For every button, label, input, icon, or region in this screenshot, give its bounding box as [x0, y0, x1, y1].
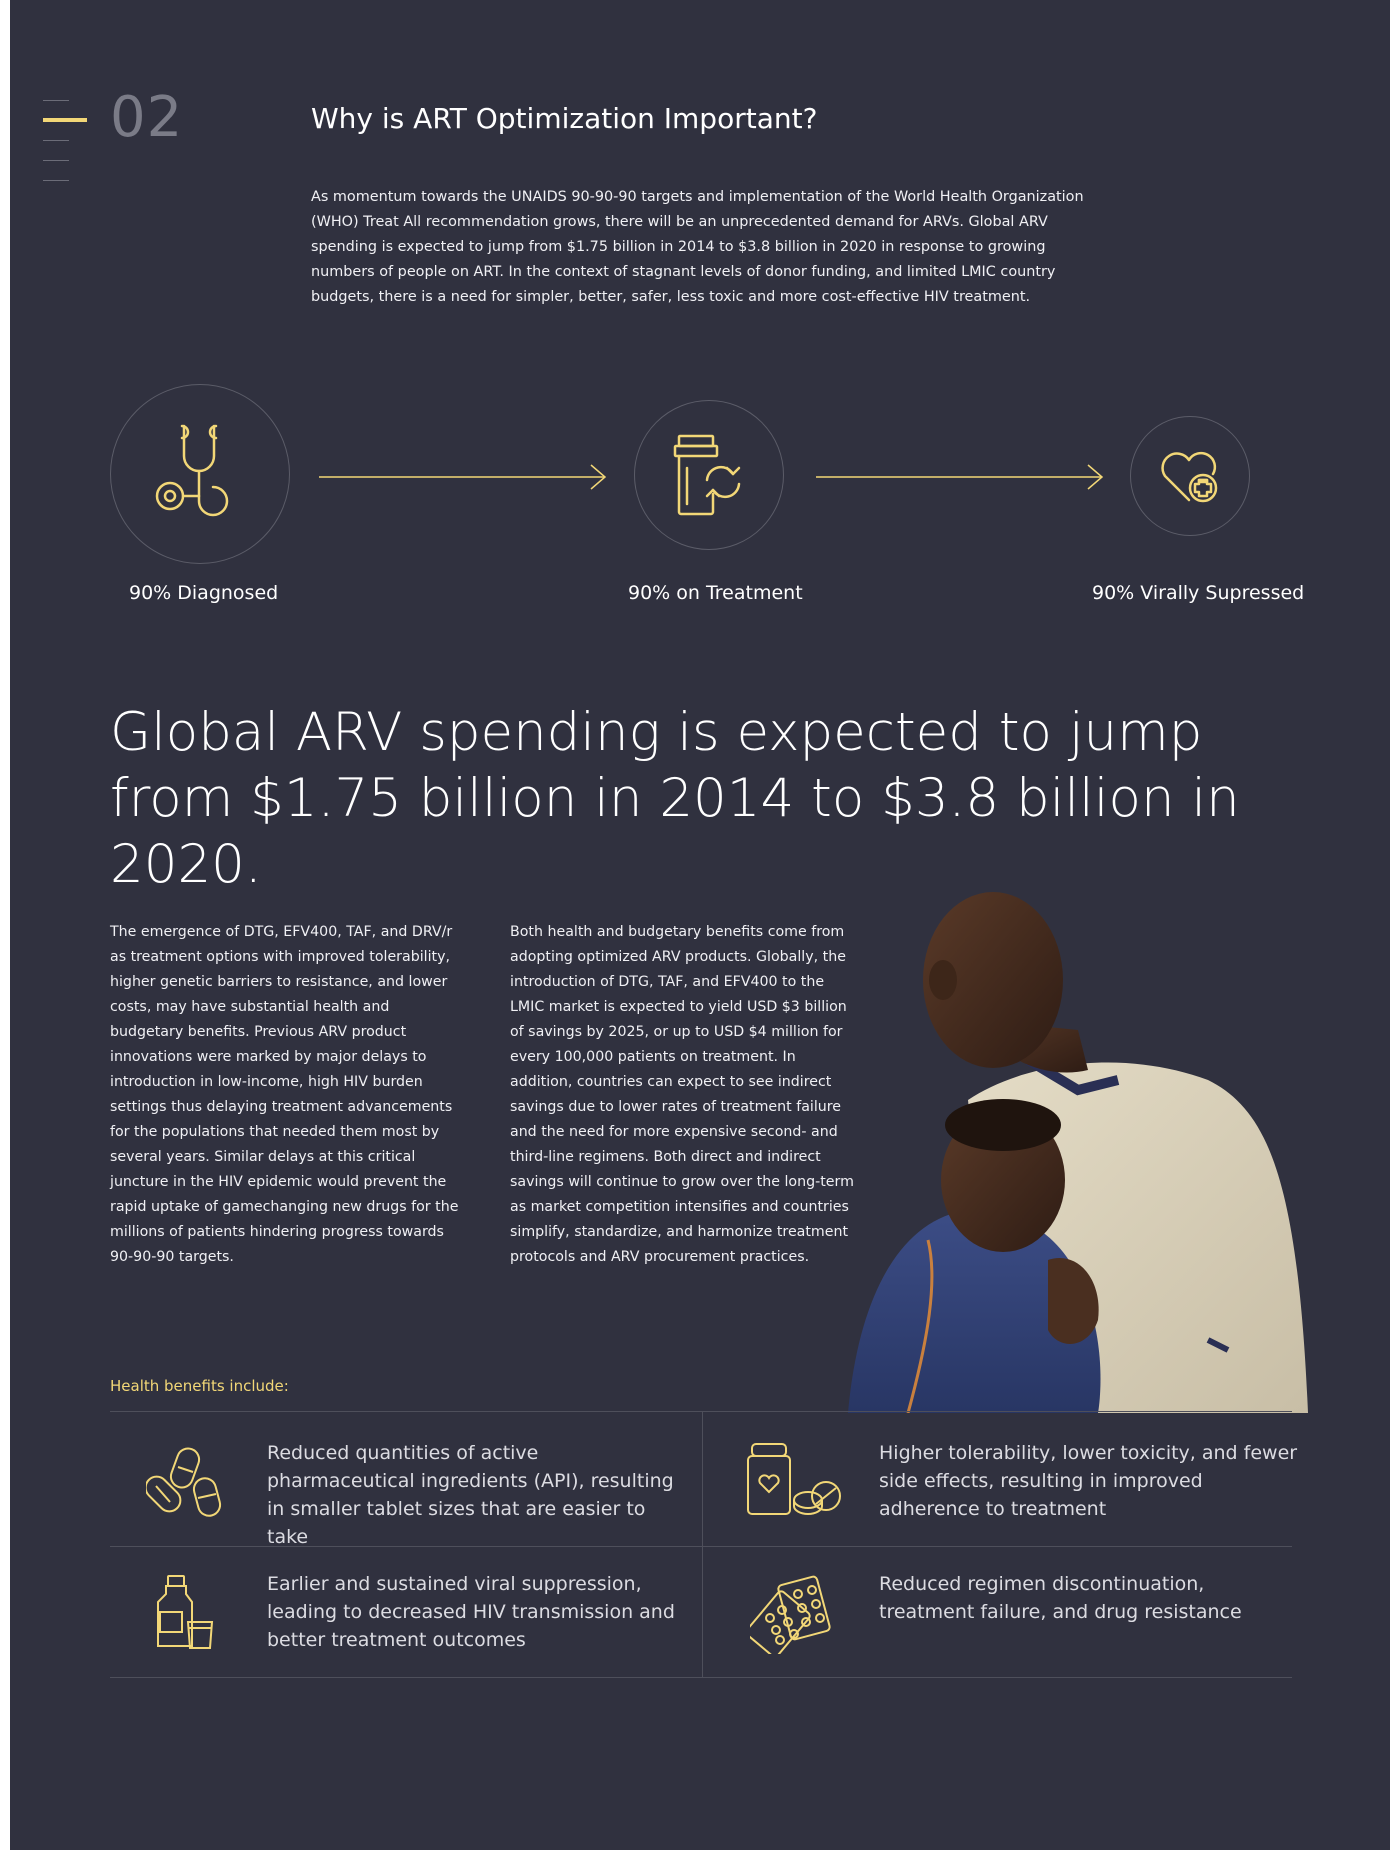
pill-bottle-refill-icon — [669, 430, 749, 520]
benefit-text: Reduced quantities of active pharmaceutical ingredients (API), resulting in smaller tablet sizes that are easier to take — [267, 1442, 674, 1548]
step-suppressed-circle — [1130, 416, 1250, 536]
section-nav-tick[interactable] — [43, 160, 69, 161]
headline-statement: Global ARV spending is expected to jump from $1.75 billion in 2014 to $3.8 billion in 2020. — [110, 702, 1240, 895]
medicine-bottle-cup-icon — [154, 1574, 224, 1654]
benefit-text: Earlier and sustained viral suppression, leading to decreased HIV transmission and better treatment outcomes — [267, 1573, 675, 1651]
step-diagnosed-circle — [110, 384, 290, 564]
arrow-right-icon — [319, 462, 609, 492]
step-diagnosed-label: 90% Diagnosed — [129, 582, 279, 604]
intro-paragraph: As momentum towards the UNAIDS 90-90-90 targets and implementation of the World Health Organization (WHO) Treat All recommendation grows, there will be an unprecedented demand for ARVs. Global ARV spending is expected to jump from $1.75 billion in 2014 to $3.8 billion in 2020 in response to growing numbers of people on ART. In the context of stagnant levels of donor funding, and limited LMIC country budgets, there is a need for simpler, better, safer, less toxic and more cost-effective HIV treatment. — [311, 189, 1084, 305]
heart-plus-icon — [1155, 444, 1225, 508]
section-number: 02 — [110, 85, 184, 150]
section-nav-tick-active[interactable] — [43, 118, 87, 122]
body-column-2: Both health and budgetary benefits come from adopting optimized ARV products. Globally, the introduction of DTG, TAF, and EFV400 to the LMIC market is expected to yield USD $3 billion of savings by 2025, or up to USD $4 million for every 100,000 patients on treatment. In addition, countries can expect to see indirect savings due to lower rates of treatment failure and the need for more expensive second- and third-line regimens. Both direct and indirect savings will continue to grow over the long-term as market competition intensifies and countries simplify, standardize, and harmonize treatment protocols and ARV procurement practices. — [510, 924, 854, 1265]
section-title: Why is ART Optimization Important? — [311, 102, 818, 135]
grid-divider — [702, 1411, 703, 1677]
blister-pack-icon — [750, 1574, 840, 1654]
capsules-icon — [146, 1440, 226, 1520]
benefit-text: Reduced regimen discontinuation, treatment failure, and drug resistance — [879, 1573, 1242, 1623]
section-nav-tick[interactable] — [43, 180, 69, 181]
section-nav-tick[interactable] — [43, 140, 69, 141]
father-child-photo — [828, 880, 1318, 1413]
section-nav-tick[interactable] — [43, 100, 69, 101]
step-treatment-label: 90% on Treatment — [628, 582, 803, 604]
arrow-right-icon — [816, 462, 1106, 492]
pill-jar-tablets-icon — [744, 1440, 844, 1520]
step-treatment-circle — [634, 400, 784, 550]
body-column-1: The emergence of DTG, EFV400, TAF, and DRV/r as treatment options with improved tolerability, higher genetic barriers to resistance, and lower costs, may have substantial health and budgetary benefits. Previous ARV product innovations were marked by major delays to introduction in low-income, high HIV burden settings thus delaying treatment advancements for the populations that needed them most by several years. Similar delays at this critical juncture in the HIV epidemic would prevent the rapid uptake of gamechanging new drugs for the millions of patients hindering progress towards 90-90-90 targets. — [110, 924, 459, 1265]
benefits-heading: Health benefits include: — [110, 1377, 289, 1395]
grid-divider — [110, 1677, 1292, 1678]
benefit-text: Higher tolerability, lower toxicity, and fewer side effects, resulting in improved adherence to treatment — [879, 1442, 1298, 1520]
step-suppressed-label: 90% Virally Supressed — [1092, 582, 1305, 604]
grid-divider — [110, 1411, 1292, 1412]
section-nav[interactable] — [43, 100, 103, 190]
stethoscope-icon — [150, 414, 250, 534]
page — [10, 0, 1390, 1850]
